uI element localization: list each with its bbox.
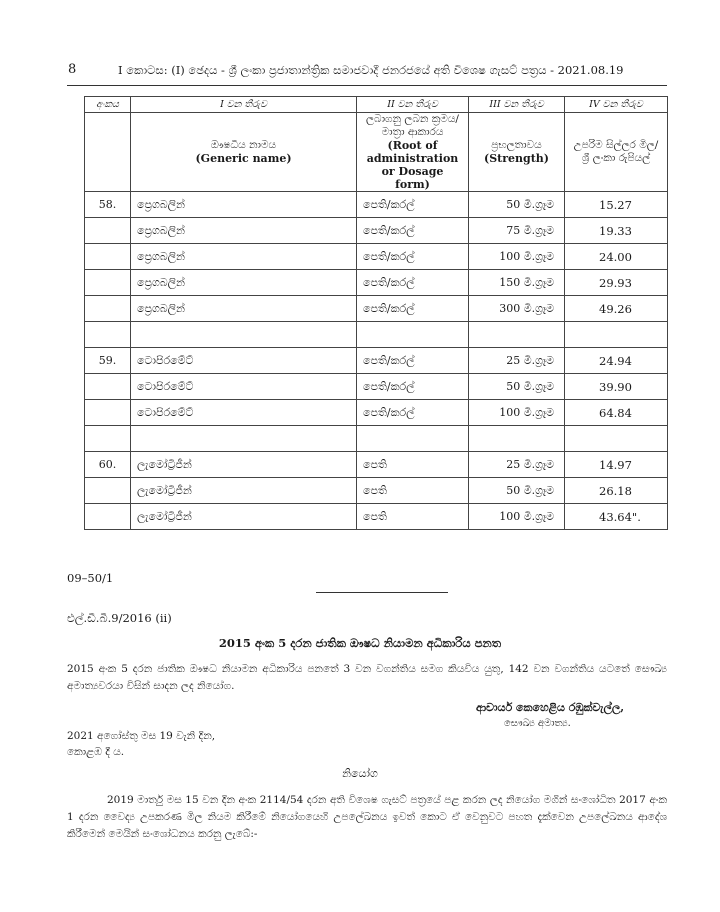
cell-dosage-form: පෙති/කරල් (357, 348, 469, 374)
notice-place: කොළඹ දී ය. (67, 746, 125, 758)
cell-generic-name: ටොපිරමේට් (131, 348, 357, 374)
header-strength-si: ප්‍රභලතාවය (491, 139, 542, 151)
table-row (85, 478, 668, 504)
header-dosage-form (357, 113, 469, 192)
cell-generic-name: ටොපිරමේට් (131, 374, 357, 400)
col-label-3: III වන තීරුව (469, 97, 565, 113)
cell-generic-name: ප්‍රෙගබලින් (131, 296, 357, 322)
cell-generic-name: ලැමෝට්‍රිජීන් (131, 452, 357, 478)
col-label-number: අංකය (85, 97, 131, 113)
table-row (85, 192, 668, 218)
cell-strength: 75 මි.ග්‍රෑම (469, 218, 565, 244)
cell-number (85, 244, 131, 270)
cell-price: 15.27 (565, 192, 668, 218)
header-generic-name-en: (Generic name) (195, 152, 292, 165)
cell-strength: 100 මි.ග්‍රෑම (469, 504, 565, 530)
reference-number: 09–50/1 (67, 571, 114, 585)
cell-price: 24.94 (565, 348, 668, 374)
cell-price: 26.18 (565, 478, 668, 504)
cell-number (85, 322, 131, 348)
cell-dosage-form (357, 426, 469, 452)
table-row (85, 374, 668, 400)
header-max-price-si: උපරිම සිල්ලර මිල/ ශ්‍රී ලංකා රුපියල් (573, 139, 659, 164)
cell-strength: 100 මි.ග්‍රෑම (469, 400, 565, 426)
page-number: 8 (68, 62, 77, 77)
cell-number (85, 478, 131, 504)
header-dosage-form-en: (Root of administration or Dosage form) (366, 139, 459, 191)
cell-generic-name: ප්‍රෙගබලින් (131, 244, 357, 270)
cell-number (85, 270, 131, 296)
cell-strength (469, 322, 565, 348)
column-label-row (85, 97, 668, 113)
cell-generic-name: ප්‍රෙගබලින් (131, 192, 357, 218)
notice-title: 2015 අංක 5 දරන ජාතික ඖෂධ නියාමන අධිකාරිය පනත (218, 636, 502, 650)
cell-price: 39.90 (565, 374, 668, 400)
cell-price: 29.93 (565, 270, 668, 296)
col-label-1: I වන තීරුව (131, 97, 357, 113)
cell-generic-name: ප්‍රෙගබලින් (131, 218, 357, 244)
gazette-header-title: I කොටස: (I) ඡෙදය - ශ්‍රී ලංකා ප්‍රජාතාන්ත්‍රික සමාජවාදී ජනරජයේ අති විශෙෂ ගැසට් පත්‍රය - 2021.08.19 (118, 63, 624, 77)
table-row (85, 244, 668, 270)
header-generic-name-si: ඖෂධීය නාමය (210, 139, 277, 151)
section-separator (316, 592, 448, 593)
cell-generic-name (131, 426, 357, 452)
cell-price (565, 322, 668, 348)
cell-number (85, 400, 131, 426)
cell-dosage-form: පෙති/කරල් (357, 296, 469, 322)
cell-price: 14.97 (565, 452, 668, 478)
cell-strength: 50 මි.ග්‍රෑම (469, 478, 565, 504)
cell-generic-name (131, 322, 357, 348)
column-header-row (85, 113, 668, 192)
cell-number (85, 504, 131, 530)
table-row (85, 218, 668, 244)
cell-strength: 50 මි.ග්‍රෑම (469, 192, 565, 218)
col-label-4: IV වන තීරුව (565, 97, 668, 113)
header-strength-en: (Strength) (484, 152, 549, 165)
header-dosage-form-si: ලබාගනු ලබන ක්‍රමය/ මාත්‍රා ආකාරය (366, 113, 459, 138)
cell-number (85, 426, 131, 452)
cell-price: 43.64". (565, 504, 668, 530)
cell-dosage-form: පෙති/කරල් (357, 374, 469, 400)
table-row (85, 270, 668, 296)
cell-number (85, 218, 131, 244)
cell-number: 58. (85, 192, 131, 218)
cell-price: 24.00 (565, 244, 668, 270)
cell-strength: 300 මි.ග්‍රෑම (469, 296, 565, 322)
header-generic-name (131, 113, 357, 192)
header-rule (67, 85, 667, 86)
order-title: නියෝග (342, 767, 378, 780)
cell-dosage-form: පෙති (357, 452, 469, 478)
cell-number (85, 296, 131, 322)
cell-strength: 25 මි.ග්‍රෑම (469, 452, 565, 478)
cell-dosage-form: පෙති/කරල් (357, 270, 469, 296)
signatory-name: ආචාර්ය කෙහෙළිය රඹුක්වැල්ල, (476, 701, 625, 714)
cell-generic-name: ලැමෝට්‍රිජීන් (131, 478, 357, 504)
table-row-spacer (85, 322, 668, 348)
cell-price: 64.84 (565, 400, 668, 426)
price-table (84, 96, 668, 530)
cell-number: 60. (85, 452, 131, 478)
cell-price: 49.26 (565, 296, 668, 322)
table-row (85, 296, 668, 322)
signatory-role: සෞඛ්‍ය අමාත්‍ය. (504, 718, 571, 729)
cell-generic-name: ප්‍රෙගබලින් (131, 270, 357, 296)
notice-paragraph: 2015 අංක 5 දරන ජාතික ඖෂධ නියාමන අධිකාරිය පනතේ 3 වන වගන්තිය සමග කියවිය යුතු, 142 වන වගන්තිය යටතේ සෞඛ්‍ය අමාත්‍යවරයා විසින් සාදන ලද නියෝග. (67, 663, 667, 692)
cell-strength: 50 මි.ග්‍රෑම (469, 374, 565, 400)
cell-dosage-form: පෙති/කරල් (357, 400, 469, 426)
cell-strength: 25 මි.ග්‍රෑම (469, 348, 565, 374)
cell-dosage-form: පෙති/කරල් (357, 218, 469, 244)
cell-dosage-form: පෙති (357, 478, 469, 504)
notice-reference: එල්.ඩී.බී.9/2016 (ii) (67, 611, 172, 625)
cell-generic-name: ලැමෝට්‍රිජීන් (131, 504, 357, 530)
cell-strength: 100 මි.ග්‍රෑම (469, 244, 565, 270)
cell-dosage-form: පෙති (357, 504, 469, 530)
cell-number (85, 374, 131, 400)
order-paragraph: 2019 මාර්තු මස 15 වන දින අංක 2114/54 දරන අති විශෙෂ ගැසට් පත්‍රයේ පළ කරන ලද නියෝග මගින් සංශෝධිත 2017 අංක 1 දරන වෛද්‍ය උපකරණ මිල නියම කිරීමේ නියෝගයෙහි උපලේඛනය ඉවත් කොට ඒ වෙනුවට පහත දැක්වෙන උපලේඛනය ආදේශ කිරීමෙන් මෙයින් සංශෝධනය කරනු ලැබේ:- (67, 794, 667, 840)
header-cell-empty (85, 113, 131, 192)
header-max-price (565, 113, 668, 192)
cell-dosage-form: පෙති/කරල් (357, 244, 469, 270)
cell-price: 19.33 (565, 218, 668, 244)
table-row (85, 348, 668, 374)
header-strength (469, 113, 565, 192)
cell-strength (469, 426, 565, 452)
cell-dosage-form: පෙති/කරල් (357, 192, 469, 218)
table-row (85, 504, 668, 530)
table-row (85, 452, 668, 478)
table-row-spacer (85, 426, 668, 452)
notice-date: 2021 අගෝස්තු මස 19 වැනි දින, (67, 730, 216, 742)
col-label-2: II වන තීරුව (357, 97, 469, 113)
cell-generic-name: ටොපිරමේට් (131, 400, 357, 426)
cell-strength: 150 මි.ග්‍රෑම (469, 270, 565, 296)
table-row (85, 400, 668, 426)
cell-number: 59. (85, 348, 131, 374)
table-body (85, 192, 668, 530)
cell-price (565, 426, 668, 452)
cell-dosage-form (357, 322, 469, 348)
